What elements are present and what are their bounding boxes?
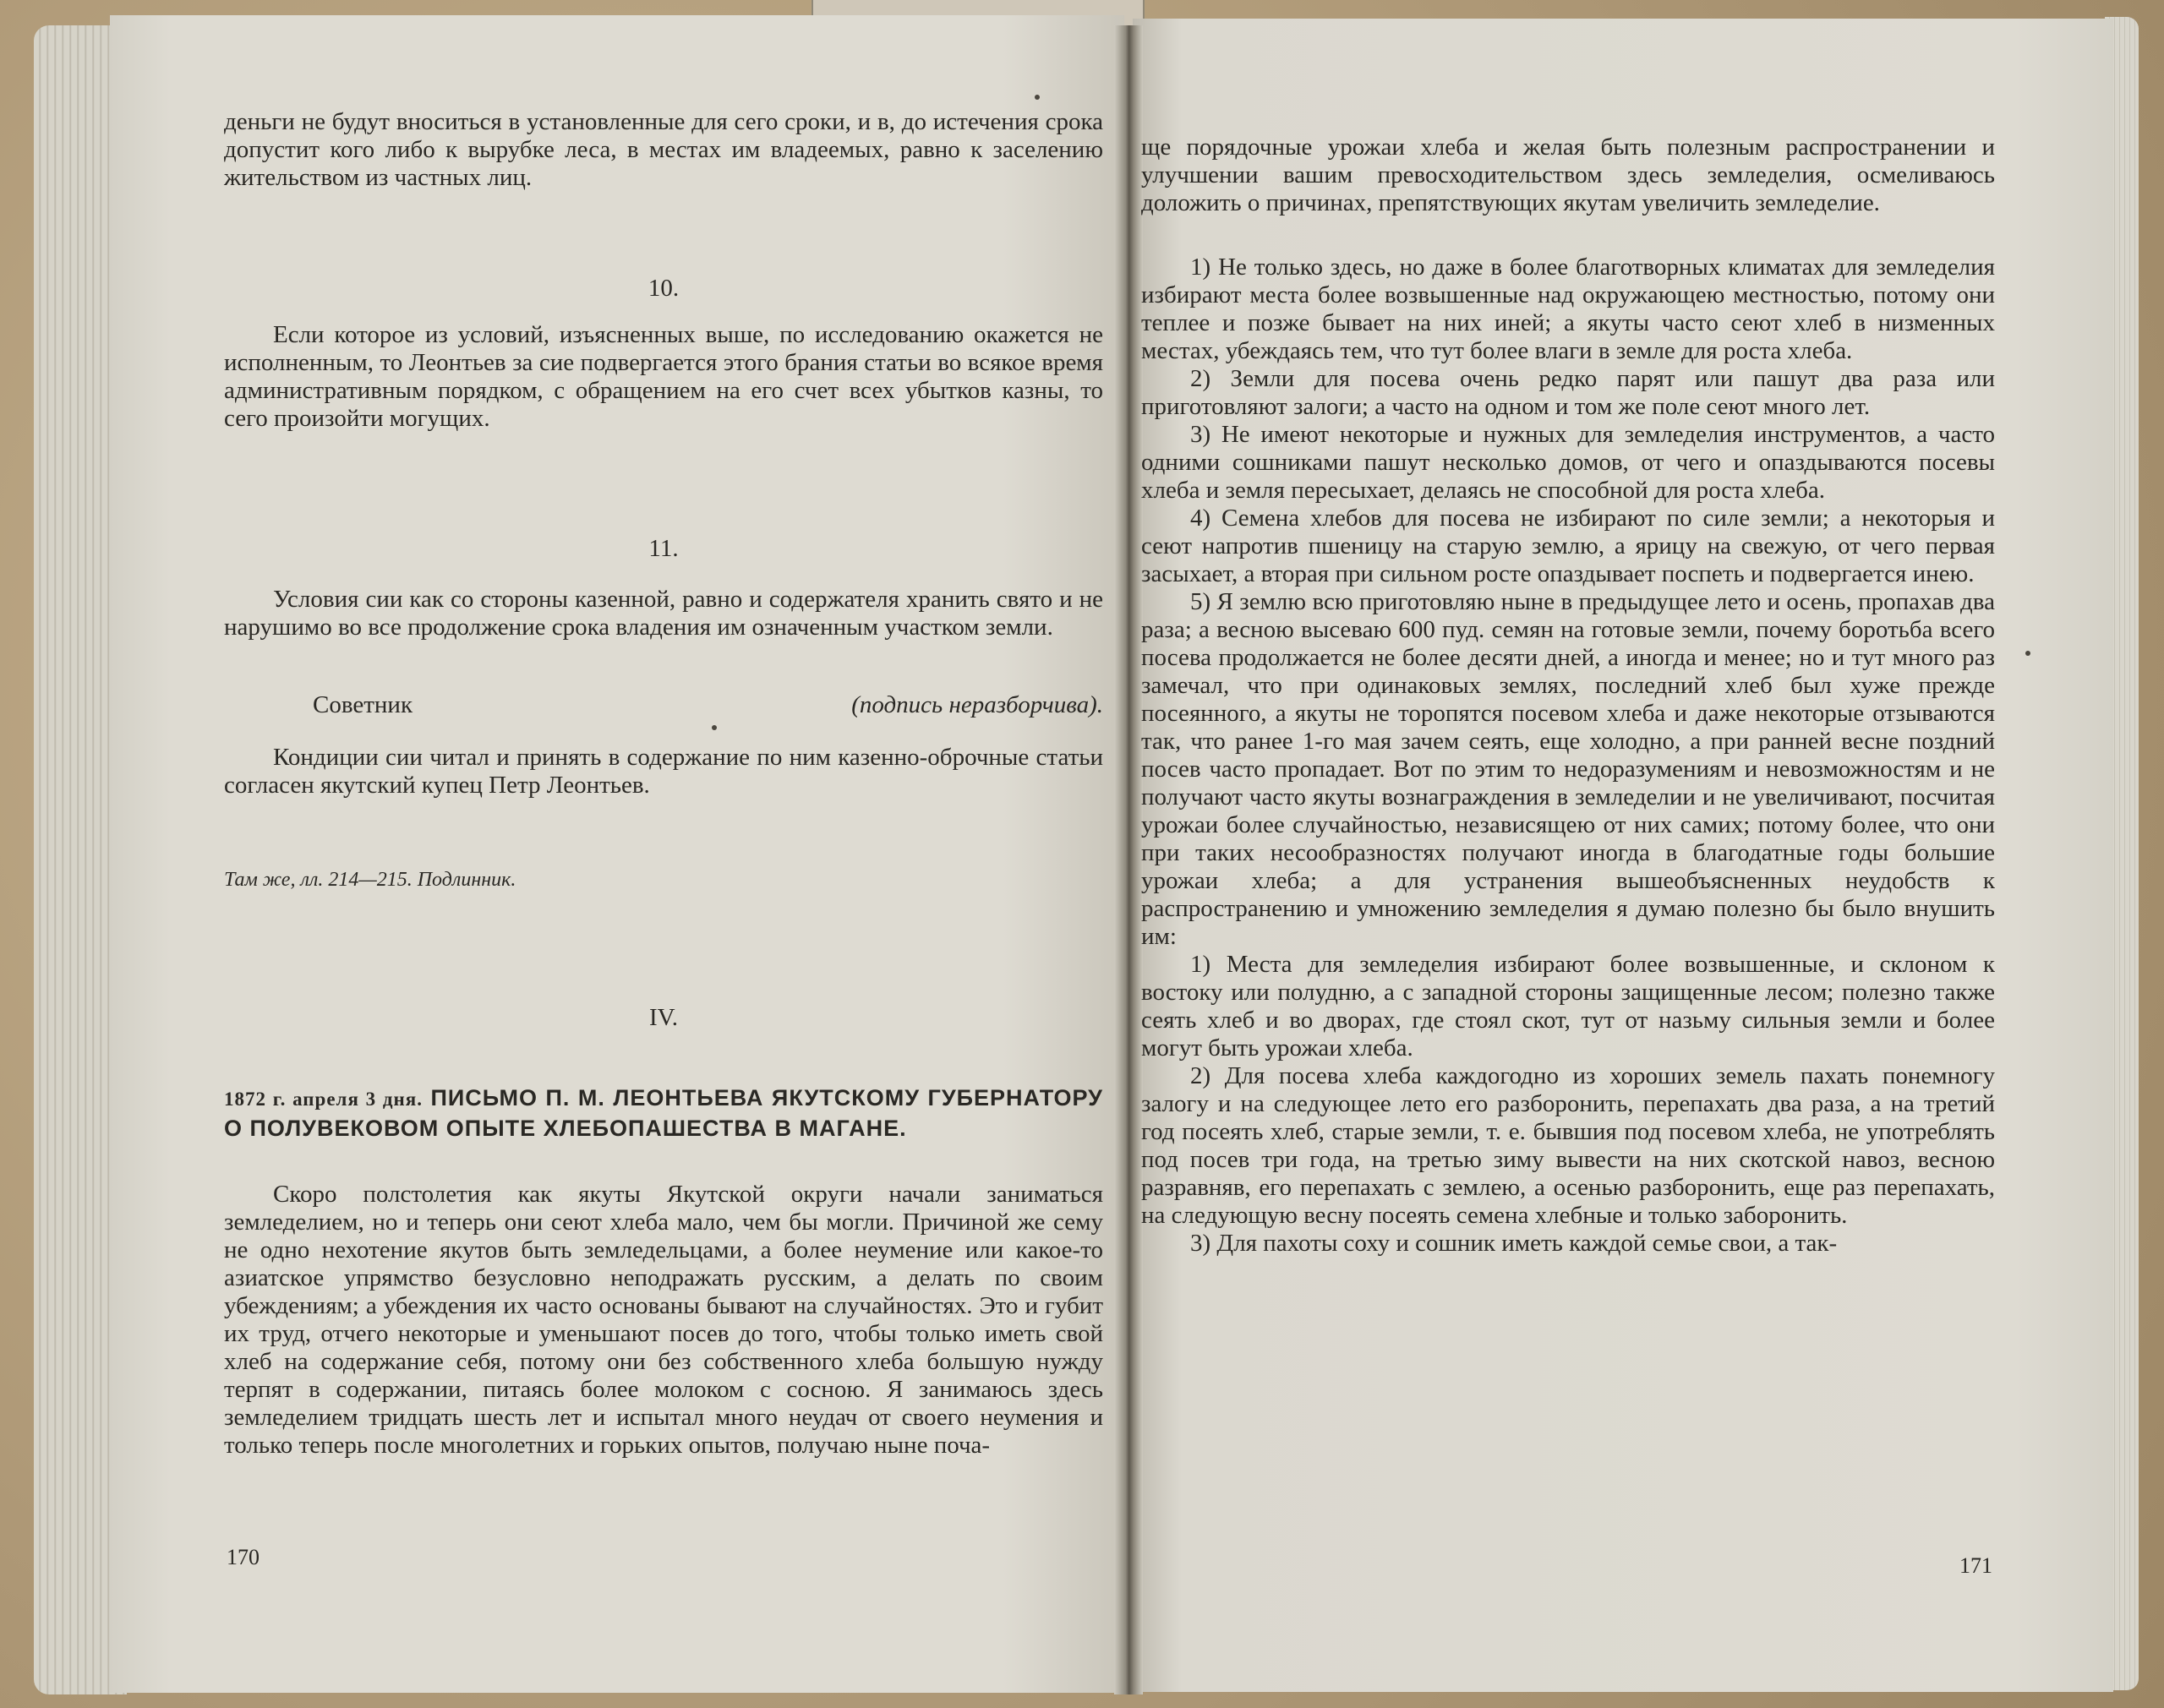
paragraph: деньги не будут вноситься в установленные для сего сроки, и в, до истечения срока допустит кого либо к вырубке леса, в местах им владеемых, равно к заселению жительством из частных лиц. (224, 108, 1103, 191)
section-10-text: Если которое из условий, изъясненных выше, по исследованию окажется не исполненным, то Леонтьев за сие подвергается этого брания статьи во всякое время административным порядком, с обращением на его счет всех убытков казны, то сего произойти могущих. (224, 321, 1103, 432)
signature-note: (подпись неразборчива). (851, 691, 1103, 718)
letter-body: Скоро полстолетия как якуты Якутской округи начали заниматься земледелием, но и теперь они сеют хлеба мало, чем бы могли. Причиной же сему не одно нехотение якутов быть земледельцами, а более неумение или какое-то азиатское упрямство безусловно неподражать русским, а делать по своим убеждениям; а убеждения их часто основаны бывают на случайностях. Это и губит их труд, отчего некоторые и уменьшают посев до того, чтобы только иметь свой хлеб на содержание себя, потому они без собственного хлеба большую нужду терпят в содержании, питаясь более молоком с сосною. Я занимаюсь здесь земледелием тридцать шесть лет и испытал много неудач от своего неумения и только теперь после многолетних и горьких опытов, получаю ныне поча- (224, 1181, 1103, 1459)
section-11-text: Условия сии как со стороны казенной, равно и содержателя хранить свято и не нарушимо во все продолжение срока владения им означенным участком земли. (224, 586, 1103, 641)
list-item: 2) Земли для посева очень редко парят или пашут два раза или приготовляют залоги; а часто на одном и том же поле сеют много лет. (1141, 365, 1995, 420)
list-item: 3) Для пахоты соху и сошник иметь каждой семье свои, а так- (1190, 1230, 1838, 1257)
left-top-paragraph (224, 108, 1103, 192)
speck (2025, 651, 2030, 656)
list-item: 2) Для посева хлеба каждогодно из хороших земель пахать понемногу залогу и на следующее лето его разборонить, перепахать два раза, а на третий год посеять хлеб, старые земли, т. е. бывшия под посевом хлеба, не употреблять под посев три года, на третью зиму вывести на них скотской навоз, весною разравняв, его перепахать с землею, а осенью разборонить, еще раз перепахать, на следующую весну посеять семена хлебные и только заборонить. (1141, 1062, 1995, 1229)
document-number: IV. (648, 1004, 679, 1031)
signature-row (313, 691, 1103, 719)
reasons-list (1141, 254, 1995, 1258)
section-10-number: 10. (648, 275, 680, 302)
speck (1035, 95, 1040, 100)
list-item: 5) Я землю всю приготовляю ныне в предыдущее лето и осень, пропахав два раза; а весною высеваю 600 пуд. семян на готовые земли, почему боротьба всего посева продолжается не более десяти дней, а иногда и менее; но и тут много раз замечал, что при одинаковых землях, последний хлеб был хуже прежде посеянного, а якуты не торопятся посевом хлеба и даже некоторые отзываются так, что ранее 1-го мая зачем сеять, еще холодно, а при ранней весне поздний посев часто пропадает. Вот по этим то недоразумениям и невозможностям и не получают часто якуты вознаграждения в земледелии и не увеличивают, посчитая урожаи более случайностью, независящею от них самих; потому более, что они при таких несообразностях получают иногда в благодатные годы большие урожаи хлеба; а для устранения вышеобъясненных неудобств к распространению и умножению земледелия я думаю полезно бы было внушить им: (1141, 588, 1995, 950)
document-date: 1872 г. апреля 3 дня. (224, 1089, 423, 1110)
document-title: ПИСЬМО П. М. ЛЕОНТЬЕВА ЯКУТСКОМУ ГУБЕРНАТОРУ О ПОЛУВЕКОВОМ ОПЫТЕ ХЛЕБОПАШЕСТВА В МАГАНЕ. (224, 1085, 1103, 1141)
page-number-right: 171 (1959, 1553, 1992, 1578)
page-number-left: 170 (227, 1545, 260, 1569)
acceptance-paragraph: Кондиции сии читал и принять в содержание по ним казенно-оброчные статьи согласен якутский купец Петр Леонтьев. (224, 744, 1103, 799)
list-item: 3) Не имеют некоторые и нужных для земледелия инструментов, а часто одними сошниками пашут несколько домов, от чего и опаздываются посевы хлеба и земля пересыхает, делаясь не способной для роста хлеба. (1141, 421, 1995, 504)
speck (712, 725, 717, 730)
document-heading (224, 1083, 1103, 1143)
source-note: Там же, лл. 214—215. Подлинник. (224, 869, 516, 891)
book-gutter (1114, 25, 1143, 1694)
right-intro: ще порядочные урожаи хлеба и желая быть полезным распространении и улучшении вашим превосходительством здесь земледелия, осмеливаюсь доложить о причинах, препятствующих якутам увеличить земледелие. (1141, 134, 1995, 216)
list-item: 4) Семена хлебов для посева не избирают по силе земли; а некоторыя и сеют напротив пшеницу на старую землю, а ярицу на свежую, от чего первая засыхает, а вторая при сильном росте опаздывает поспеть и подвергается инею. (1141, 505, 1995, 587)
list-item: 1) Места для земледелия избирают более возвышенные, и склоном к востоку или полудню, а с западной стороны защищенные лесом; полезно также сеять хлеб и во дворах, где стоял скот, тут от назьму сильныя земли и более могут быть урожаи хлеба. (1141, 951, 1995, 1061)
section-11-number: 11. (648, 535, 679, 562)
list-item: 1) Не только здесь, но даже в более благотворных климатах для земледелия избирают места более возвышенные над окружающею местностью, потому они теплее и позже бывает на них иней; а якуты часто сеют хлеб в низменных местах, убеждаясь тем, что тут более влаги в земле для роста хлеба. (1141, 254, 1995, 364)
signature-role: Советник (313, 691, 413, 718)
